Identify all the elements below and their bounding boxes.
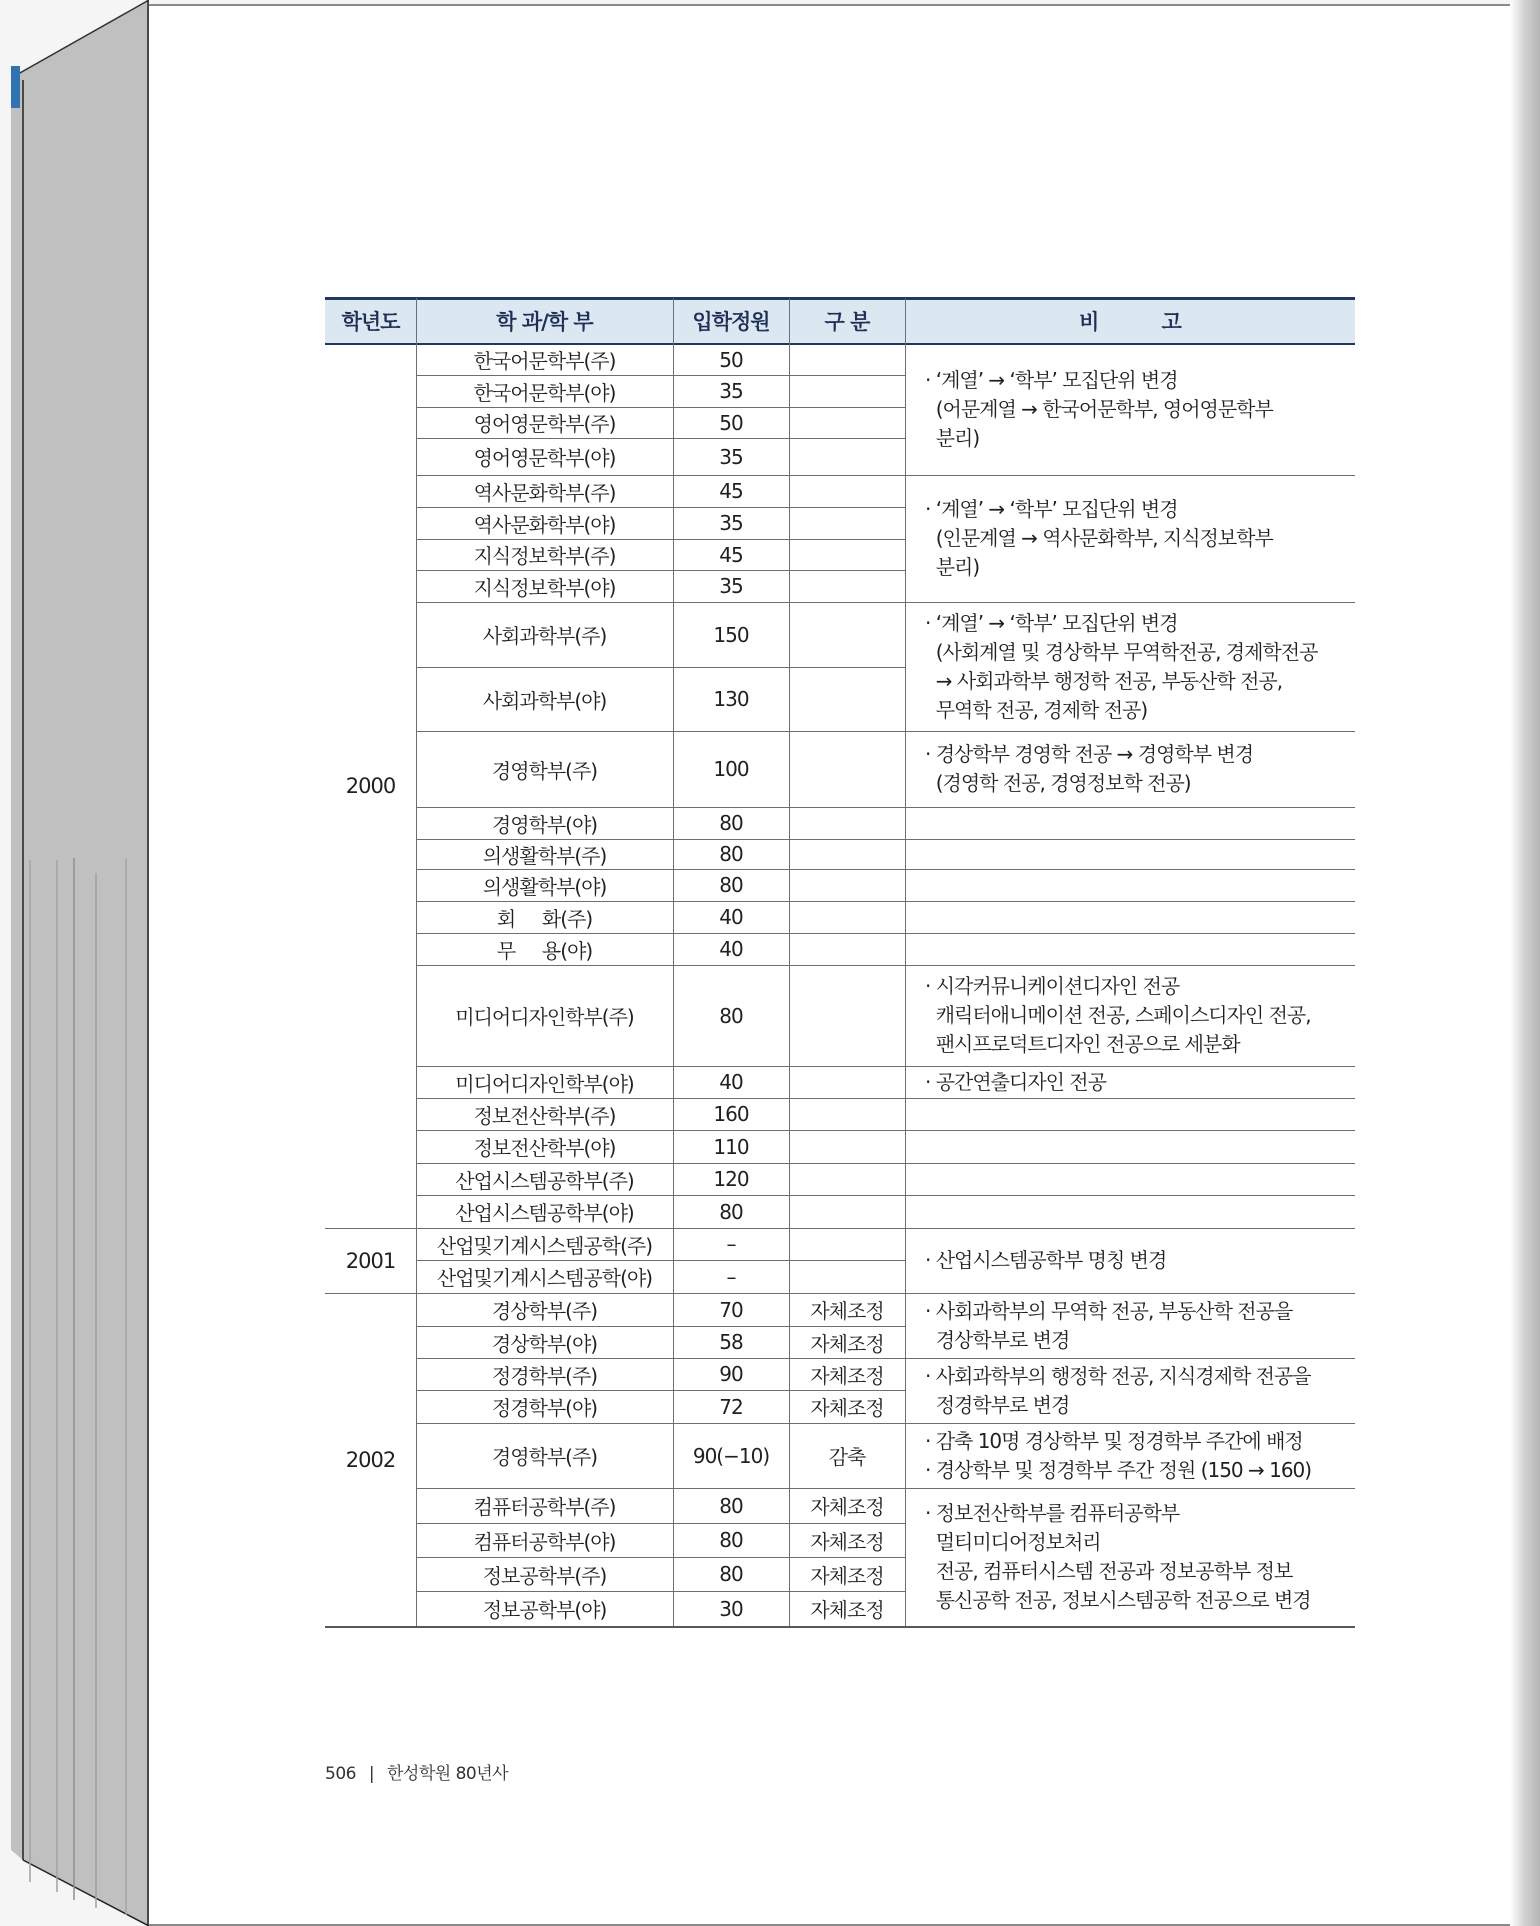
quota-cell: 45 [719,542,743,567]
category-cell [789,507,905,539]
remarks-line: 팬시프로덕트디자인 전공으로 세분화 [925,1032,1240,1056]
remarks-line: · 산업시스템공학부 명칭 변경 [925,1248,1167,1272]
column-divider [416,343,417,1626]
remarks-line: · 경상학부 경영학 전공 → 경영학부 변경 [925,742,1254,766]
department-cell: 산업및기계시스템공학(주) [436,1233,653,1258]
remarks-divider [905,1293,1355,1294]
header-top-rule [325,297,1355,300]
remarks-cell [905,1098,1355,1130]
remarks-line: 무역학 전공, 경제학 전공) [925,697,1148,722]
quota-cell: 50 [719,410,743,435]
row-divider [416,1260,905,1261]
remarks-cell [905,731,1355,807]
remarks-line: 분리) [925,555,980,579]
category-cell: 자체조정 [810,1299,884,1323]
remarks-line: · 정보전산학부를 컴퓨터공학부 [925,1501,1180,1525]
remarks-line: · ‘계열’ → ‘학부’ 모집단위 변경 [925,610,1178,635]
quota-cell: 40 [719,937,743,961]
row-divider [416,1098,905,1099]
category-cell [789,1195,905,1228]
remarks-cell [905,1358,1355,1423]
remarks-divider [905,807,1355,808]
row-divider [416,1228,905,1229]
quota-cell: 80 [719,1528,743,1552]
category-cell: 자체조정 [810,1563,884,1588]
category-cell: 자체조정 [810,1495,884,1519]
department-cell: 의생활학부(야) [482,874,607,899]
quota-cell: 90 [719,1362,743,1386]
row-divider [416,1326,905,1327]
remarks-text [925,495,1273,582]
department-cell: 지식정보학부(야) [473,575,616,600]
department-cell: 무 용(야) [496,938,593,963]
quota-cell: 100 [713,757,749,781]
department-cell: 지식정보학부(주) [473,544,616,568]
department-cell: 한국어문학부(주) [473,349,616,373]
row-divider [416,539,905,540]
remarks-line: · ‘계열’ → ‘학부’ 모집단위 변경 [925,368,1178,392]
remarks-line: (경영학 전공, 경영정보학 전공) [925,771,1191,795]
quota-cell: 40 [719,1070,743,1094]
remarks-divider [905,1195,1355,1196]
row-divider [416,1066,905,1067]
category-cell [789,539,905,570]
remarks-text [925,366,1273,453]
quota-cell: 72 [719,1394,743,1419]
department-cell: 정보공학부(야) [482,1598,607,1622]
department-cell: 정경학부(주) [491,1363,598,1388]
remarks-cell [905,965,1355,1066]
remarks-cell [905,901,1355,933]
quota-cell: 110 [713,1134,749,1159]
row-divider [416,731,905,732]
header-category: 구 분 [824,309,870,334]
quota-cell: 80 [719,811,743,835]
department-cell: 산업시스템공학부(야) [455,1201,634,1225]
remarks-line: 캐릭터애니메이션 전공, 스페이스디자인 전공, [925,1003,1311,1027]
remarks-cell [905,1423,1355,1488]
book-page-edges [11,0,149,1926]
quota-cell: 120 [713,1167,749,1191]
row-divider [416,1523,905,1524]
year-divider [325,1228,416,1229]
remarks-divider [905,933,1355,934]
department-cell: 사회과학부(주) [482,624,607,648]
quota-cell: 35 [719,379,743,403]
category-cell [789,901,905,933]
page-edge-shadow [1510,0,1540,1926]
department-cell: 경상학부(야) [491,1331,598,1356]
row-divider [416,438,905,439]
department-cell: 미디어디자인학부(주) [455,1005,634,1029]
category-cell [789,1228,905,1260]
remarks-line: 멀티미디어정보처리 [925,1530,1101,1554]
department-cell: 정보전산학부(야) [473,1136,616,1160]
remarks-text [925,1246,1166,1275]
department-cell: 역사문화학부(야) [473,512,616,537]
row-divider [416,1423,905,1424]
quota-cell: 35 [719,511,743,535]
year-divider [325,1293,416,1294]
row-divider [416,839,905,840]
remarks-text [925,972,1311,1059]
remarks-cell [905,839,1355,869]
category-cell [789,731,905,807]
row-divider [416,602,905,603]
category-cell [789,1163,905,1195]
quota-cell: 35 [719,574,743,598]
quota-cell: 150 [713,622,749,647]
quota-cell: 80 [719,1493,743,1518]
row-divider [416,965,905,966]
remarks-text [925,1362,1311,1420]
category-cell [789,869,905,901]
remarks-line: · 경상학부 및 정경학부 주간 정원 (150 → 160) [925,1457,1312,1482]
category-cell: 자체조정 [810,1363,884,1388]
remarks-cell [905,602,1355,731]
page-number: 506 [325,1764,356,1784]
department-cell: 컴퓨터공학부(주) [473,1495,616,1519]
department-cell: 산업시스템공학부(주) [455,1168,634,1193]
remarks-text [925,740,1253,798]
quota-cell: 90(−10) [692,1443,770,1468]
row-divider [416,1358,905,1359]
header-column-divider [905,298,906,343]
row-divider [416,1163,905,1164]
category-cell [789,438,905,475]
remarks-divider [905,901,1355,902]
remarks-line: · 시각커뮤니케이션디자인 전공 [925,974,1180,998]
column-divider [905,343,906,1626]
remarks-cell [905,1293,1355,1358]
remarks-divider [905,965,1355,966]
department-cell: 한국어문학부(야) [473,380,616,405]
department-cell: 경영학부(주) [491,1445,598,1469]
row-divider [416,375,905,376]
remarks-divider [905,475,1355,476]
remarks-divider [905,1228,1355,1229]
department-cell: 산업및기계시스템공학(야) [436,1266,653,1290]
header-column-divider [416,298,417,343]
remarks-line: 분리) [925,426,980,450]
remarks-line: (인문계열 → 역사문화학부, 지식정보학부 [925,526,1273,550]
remarks-divider [905,602,1355,603]
header-remarks: 비 고 [1079,309,1181,334]
row-divider [416,807,905,808]
book-spine [11,0,149,1926]
column-divider [789,343,790,1626]
department-cell: 의생활학부(주) [482,843,607,868]
remarks-line: (어문계열 → 한국어문학부, 영어영문학부 [925,397,1273,421]
quota-cell: 80 [719,842,743,866]
remarks-divider [905,1098,1355,1099]
book-title: 한성학원 80년사 [387,1764,509,1784]
quota-cell: 40 [719,905,743,929]
quota-cell: – [726,1264,736,1289]
remarks-cell [905,1066,1355,1098]
remarks-line: 경상학부로 변경 [925,1327,1070,1352]
year-cell: 2001 [345,1248,396,1273]
remarks-line: · ‘계열’ → ‘학부’ 모집단위 변경 [925,497,1178,521]
remarks-line: · 사회과학부의 무역학 전공, 부동산학 전공을 [925,1298,1293,1323]
remarks-divider [905,1066,1355,1067]
remarks-divider [905,731,1355,732]
category-cell: 자체조정 [810,1529,884,1554]
table-bottom-rule [325,1626,1355,1628]
category-cell [789,807,905,839]
quota-cell: 130 [713,687,749,711]
row-divider [416,667,905,668]
category-cell: 자체조정 [810,1598,884,1622]
department-cell: 영어영문학부(주) [473,412,616,436]
category-cell [789,475,905,507]
remarks-cell [905,1228,1355,1293]
row-divider [416,1130,905,1131]
row-divider [416,1293,905,1294]
category-cell [789,344,905,375]
department-cell: 경상학부(주) [491,1299,598,1323]
department-cell: 미디어디자인학부(야) [455,1071,634,1096]
category-cell: 자체조정 [810,1396,884,1420]
department-cell: 역사문화학부(주) [473,480,616,505]
remarks-divider [905,1423,1355,1424]
quota-cell: 160 [713,1102,749,1126]
quota-cell: 80 [719,873,743,897]
department-cell: 정경학부(야) [491,1396,598,1420]
remarks-cell [905,1130,1355,1163]
department-cell: 사회과학부(야) [482,688,607,713]
quota-cell: 50 [719,347,743,372]
department-cell: 컴퓨터공학부(야) [473,1529,616,1554]
quota-cell: 45 [719,479,743,503]
remarks-cell [905,475,1355,602]
remarks-cell [905,1195,1355,1228]
row-divider [416,933,905,934]
remarks-text [925,1427,1311,1485]
category-cell [789,1260,905,1293]
department-cell: 회 화(주) [496,906,593,931]
remarks-line: (사회계열 및 경상학부 무역학전공, 경제학전공 [925,639,1318,664]
remarks-line: · 감축 10명 경상학부 및 정경학부 주간에 배정 [925,1428,1303,1453]
row-divider [416,475,905,476]
remarks-divider [905,1163,1355,1164]
department-cell: 정보전산학부(주) [473,1103,616,1128]
header-column-divider [673,298,674,343]
remarks-divider [905,1358,1355,1359]
quota-cell: 30 [719,1596,743,1621]
row-divider [416,1557,905,1558]
year-cell: 2002 [345,1447,396,1472]
remarks-text [925,1297,1292,1355]
category-cell [789,667,905,731]
column-divider [673,343,674,1626]
quota-cell: 35 [719,444,743,469]
category-cell [789,839,905,869]
row-divider [416,1390,905,1391]
header-year: 학년도 [341,309,400,334]
header-department: 학 과/학 부 [496,309,593,334]
department-cell: 경영학부(주) [491,758,598,783]
row-divider [416,1591,905,1592]
remarks-line: → 사회과학부 행정학 전공, 부동산학 전공, [925,668,1283,693]
remarks-text [925,1499,1311,1615]
category-cell: 자체조정 [810,1331,884,1356]
remarks-divider [905,839,1355,840]
row-divider [416,901,905,902]
header-quota: 입학정원 [692,309,770,334]
category-cell [789,602,905,667]
quota-cell: 80 [719,1199,743,1224]
quota-cell: 70 [719,1297,743,1322]
footer-separator: | [368,1764,375,1784]
row-divider [416,869,905,870]
remarks-cell [905,1488,1355,1626]
category-cell [789,1130,905,1163]
category-cell [789,375,905,407]
department-cell: 정보공학부(주) [482,1563,607,1588]
row-divider [416,1488,905,1489]
category-cell [789,1066,905,1098]
year-cell: 2000 [345,774,396,798]
category-cell [789,933,905,965]
remarks-divider [905,1488,1355,1489]
department-cell: 영어영문학부(야) [473,446,616,470]
remarks-line: 전공, 컴퓨터시스템 전공과 정보공학부 정보 [925,1559,1293,1583]
category-cell: 감축 [828,1445,866,1469]
row-divider [416,507,905,508]
remarks-text [925,1068,1106,1097]
remarks-cell [905,869,1355,901]
quota-cell: – [726,1232,736,1256]
category-cell [789,570,905,602]
category-cell [789,965,905,1066]
category-cell [789,407,905,438]
row-divider [416,570,905,571]
remarks-line: 통신공학 전공, 정보시스템공학 전공으로 변경 [925,1588,1311,1612]
remarks-cell [905,1163,1355,1195]
blue-tab-marker [11,66,20,108]
remarks-cell [905,933,1355,965]
page-footer [325,1759,508,1784]
remarks-line: · 공간연출디자인 전공 [925,1069,1106,1094]
category-cell [789,1098,905,1130]
remarks-text [925,609,1317,725]
department-cell: 경영학부(야) [491,812,598,837]
remarks-line: · 사회과학부의 행정학 전공, 지식경제학 전공을 [925,1363,1311,1388]
remarks-line: 정경학부로 변경 [925,1392,1070,1417]
quota-cell: 80 [719,1003,743,1028]
remarks-divider [905,869,1355,870]
remarks-divider [905,1130,1355,1131]
remarks-cell [905,807,1355,839]
row-divider [416,1195,905,1196]
row-divider [416,407,905,408]
quota-cell: 80 [719,1562,743,1586]
header-column-divider [789,298,790,343]
quota-cell: 58 [719,1330,743,1354]
remarks-cell [905,344,1355,475]
